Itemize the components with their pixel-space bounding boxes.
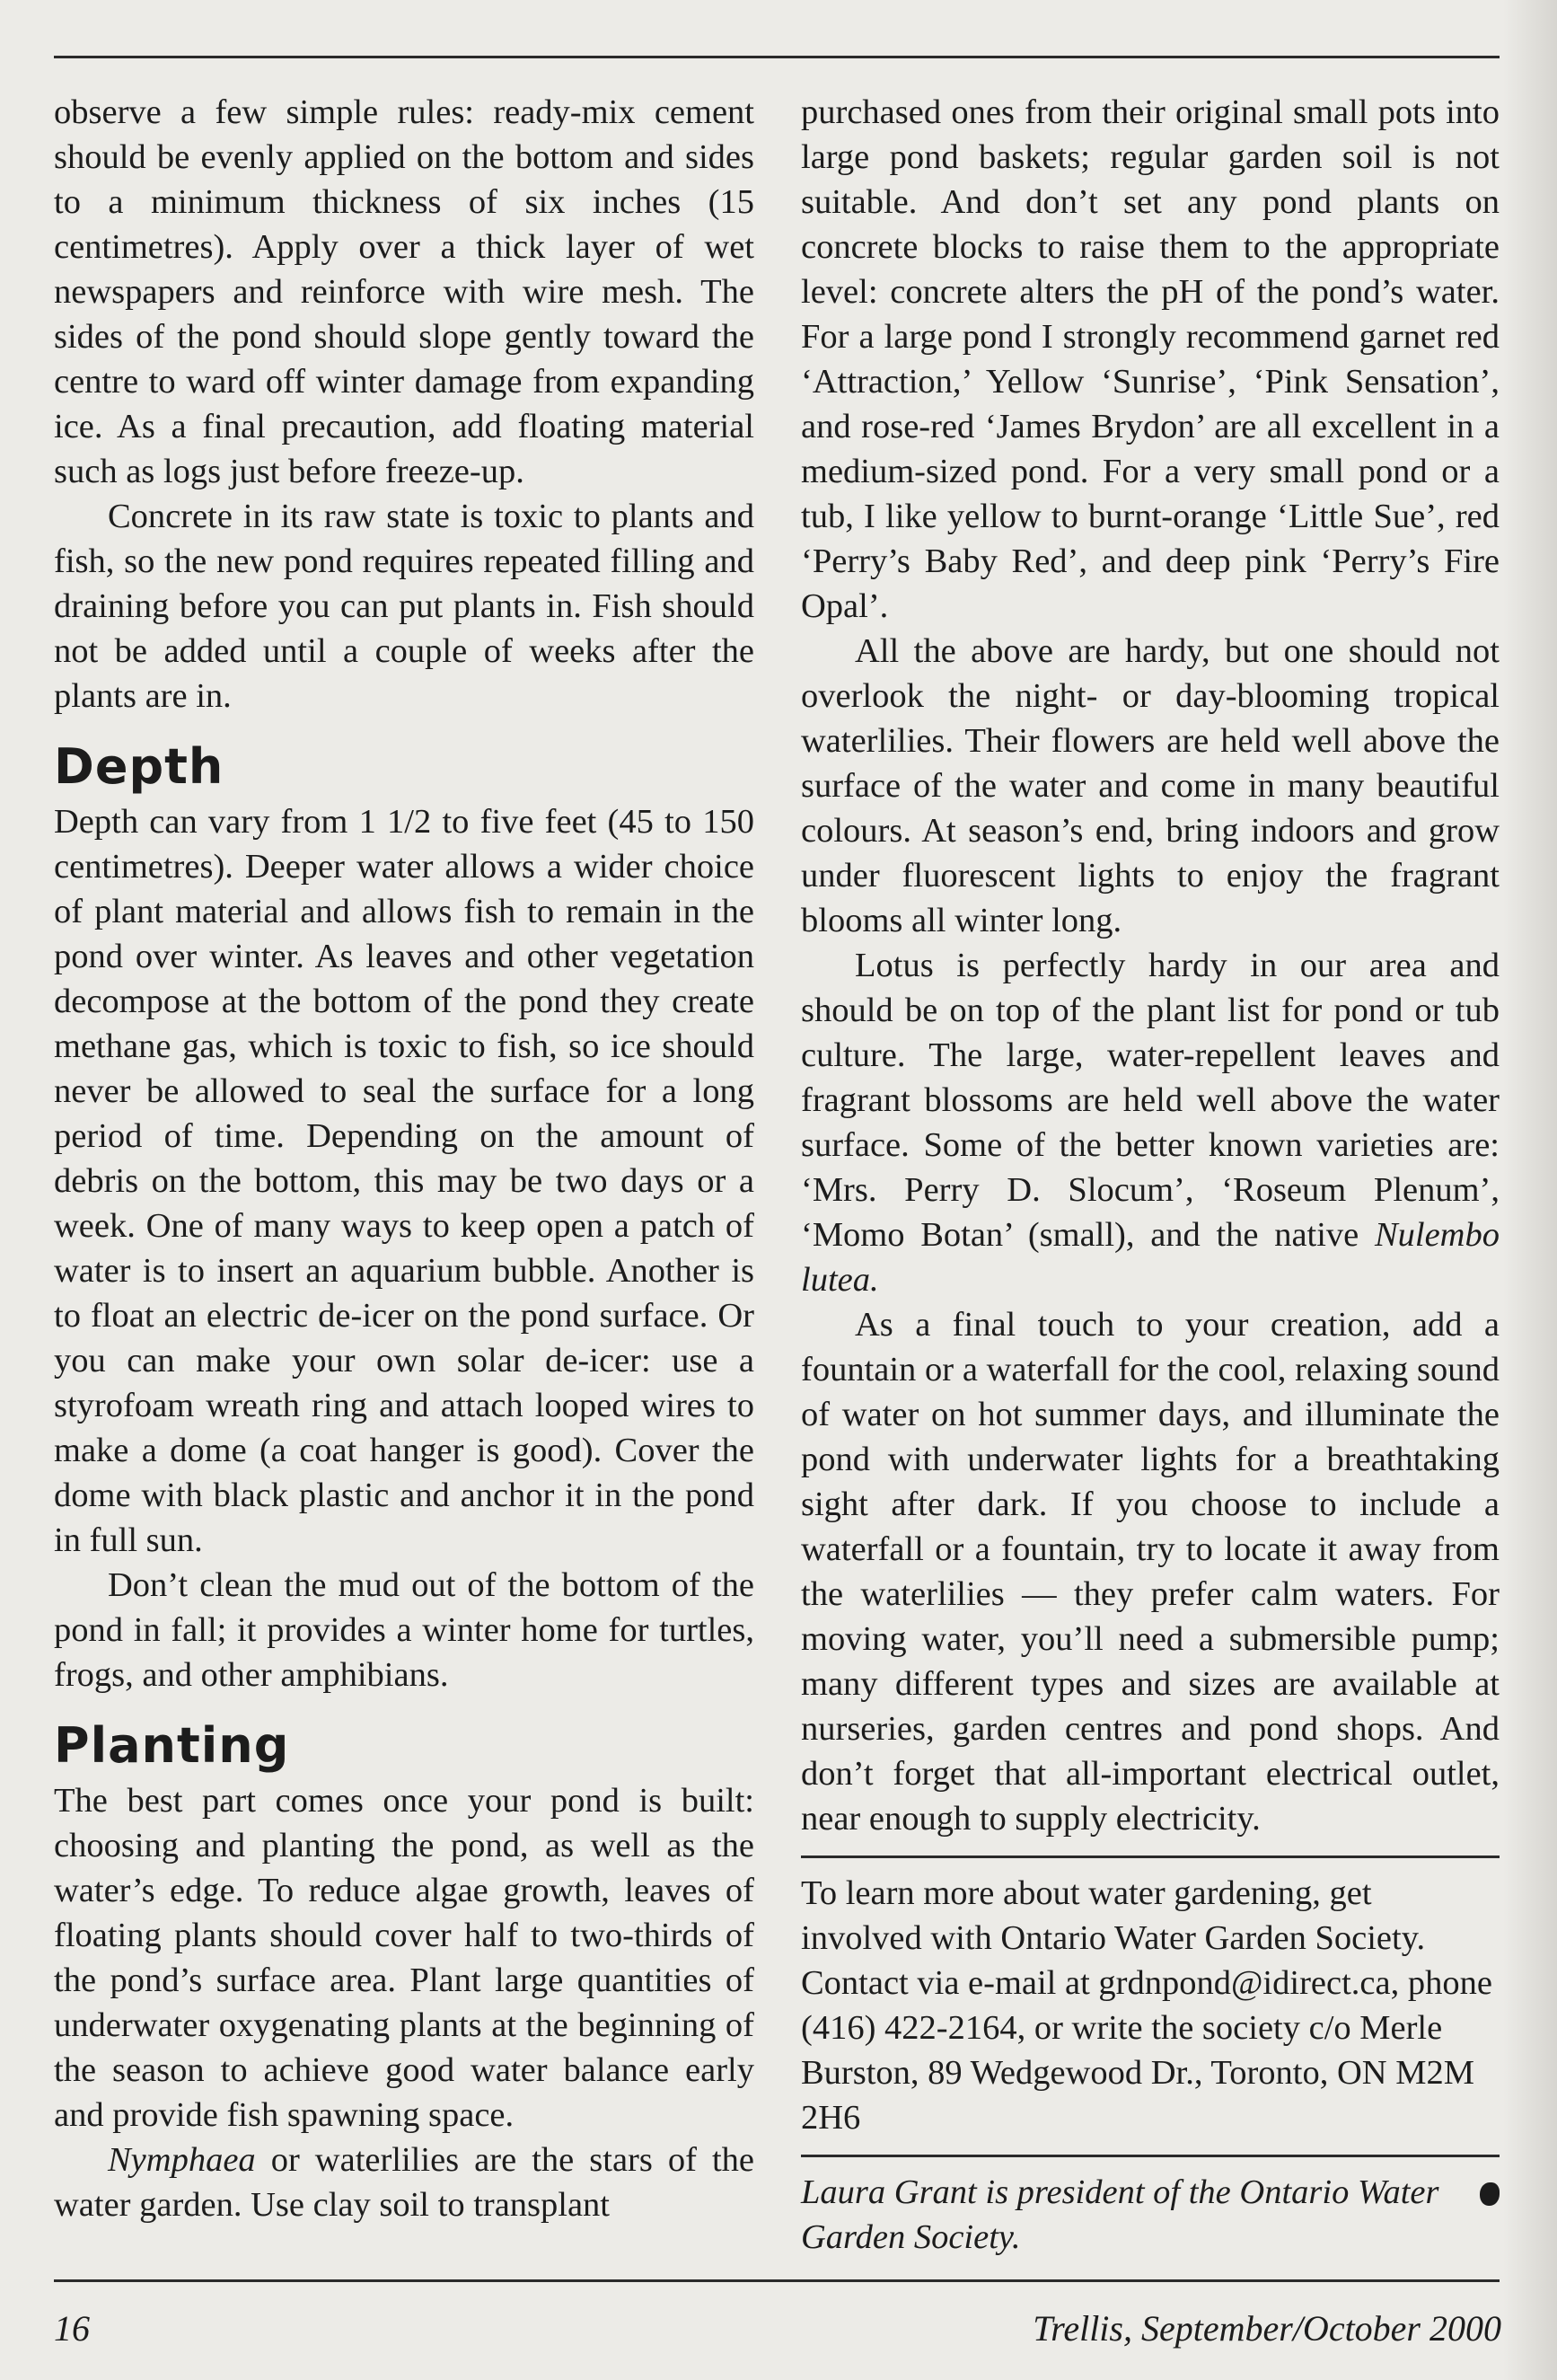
paragraph-concrete: Concrete in its raw state is toxic to plants and fish, so the new pond requires repeated filling and draining before you can put plants in. Fish should not be added until a couple of weeks after the plants are in. — [54, 498, 754, 715]
page-number: 16 — [54, 2308, 90, 2349]
top-rule — [54, 56, 1500, 58]
author-bio-text: Laura Grant is president of the Ontario Water Garden Society. — [801, 2173, 1439, 2256]
contact-rule — [801, 1856, 1500, 1858]
bottom-rule — [54, 2279, 1500, 2282]
species-name: Nulembo lutea. — [801, 1216, 1500, 1299]
publication-info: Trellis, September/October 2000 — [1033, 2308, 1501, 2349]
contact-info: To learn more about water gardening, get involved with Ontario Water Garden Society. Contact via e-mail at grdnpond@idirect.ca, phone (416) 422-2164, or write the society c/o Merle Burston, 89 Wedgewood Dr., Toronto, ON M2M 2H6 — [801, 1874, 1492, 2137]
genus-name: Nymphaea — [108, 2141, 256, 2179]
paragraph-tropical: All the above are hardy, but one should not overlook the night- or day-blooming tropical waterlilies. Their flowers are held well above the surface of the water and come in many beautiful colours. At season’s end, bring indoors and grow under fluorescent lights to enjoy the fragrant blooms all winter long. — [801, 632, 1500, 939]
paragraph-depth: Depth can vary from 1 1/2 to five feet (45 to 150 centimetres). Deeper water allows a wider choice of plant material and allows fish to remain in the pond over winter. As leaves and other vegetation decompose at the bottom of the pond they create methane gas, which is toxic to fish, so ice should never be allowed to seal the surface for a long period of time. Depending on the amount of debris on the bottom, this may be two days or a week. One of many ways to keep open a patch of water is to insert an aquarium bubble. Another is to float an electric de-icer on the pond surface. Or you can make your own solar de-icer: use a styrofoam wreath ring and attach looped wires to make a dome (a coat hanger is good). Cover the dome with black plastic and anchor it in the pond in full sun. — [54, 803, 754, 1559]
bio-rule — [801, 2155, 1500, 2157]
paragraph-fountain: As a final touch to your creation, add a fountain or a waterfall for the cool, relaxing sound of water on hot summer days, and illuminate the pond with underwater lights for a breathtaking sight after dark. If you choose to include a waterfall or a fountain, try to locate it away from the waterlilies — they prefer calm waters. For moving water, you’ll need a submersible pump; many different types and sizes are available at nurseries, garden centres and pond shops. And don’t forget that all-important electrical outlet, near enough to supply electricity. — [801, 1306, 1500, 1838]
author-bio — [801, 2170, 1500, 2260]
left-column — [54, 90, 754, 2227]
right-column — [801, 90, 1500, 2260]
end-mark-icon — [1480, 2182, 1500, 2206]
paragraph-mud: Don’t clean the mud out of the bottom of the pond in fall; it provides a winter home for turtles, frogs, and other amphibians. — [54, 1566, 754, 1694]
heading-planting: Planting — [54, 1717, 290, 1774]
paragraph-transplant: purchased ones from their original small pots into large pond baskets; regular garden soil is not suitable. And don’t set any pond plants on concrete blocks to raise them to the appropriate level: concrete alters the pH of the pond’s water. For a large pond I strongly recommend garnet red ‘Attraction,’ Yellow ‘Sunrise’, ‘Pink Sensation’, and rose-red ‘James Brydon’ are all excellent in a medium-sized pond. For a very small pond or a tub, I like yellow to burnt-orange ‘Little Sue’, red ‘Perry’s Baby Red’, and deep pink ‘Perry’s Fire Opal’. — [801, 93, 1500, 625]
paragraph-lotus-text: Lotus is perfectly hardy in our area and should be on top of the plant list for pond or tub culture. The large, water-repellent leaves and fragrant blossoms are held well above the water surface. Some of the better known varieties are: ‘Mrs. Perry D. Slocum’, ‘Roseum Plenum’, ‘Momo Botan’ (small), and the native — [801, 947, 1500, 1254]
paragraph-planting: The best part comes once your pond is built: choosing and planting the pond, as well as the water’s edge. To reduce algae growth, leaves of floating plants should cover half to two-thirds of the pond’s surface area. Plant large quantities of underwater oxygenating plants at the beginning of the season to achieve good water balance early and provide fish spawning space. — [54, 1782, 754, 2134]
paragraph-nymphaea-text: or waterlilies are the stars of the water garden. Use clay soil to transplant — [54, 2141, 754, 2224]
heading-depth: Depth — [54, 738, 224, 795]
page-edge-shadow — [1503, 0, 1557, 2380]
paragraph-lotus — [801, 943, 1500, 1302]
paragraph-continued: observe a few simple rules: ready-mix cement should be evenly applied on the bottom and sides to a minimum thickness of six inches (15 centimetres). Apply over a thick layer of wet newspapers and reinforce with wire mesh. The sides of the pond should slope gently toward the centre to ward off winter damage from expanding ice. As a final precaution, add floating material such as logs just before freeze-up. — [54, 93, 754, 490]
paragraph-nymphaea — [54, 2138, 754, 2227]
